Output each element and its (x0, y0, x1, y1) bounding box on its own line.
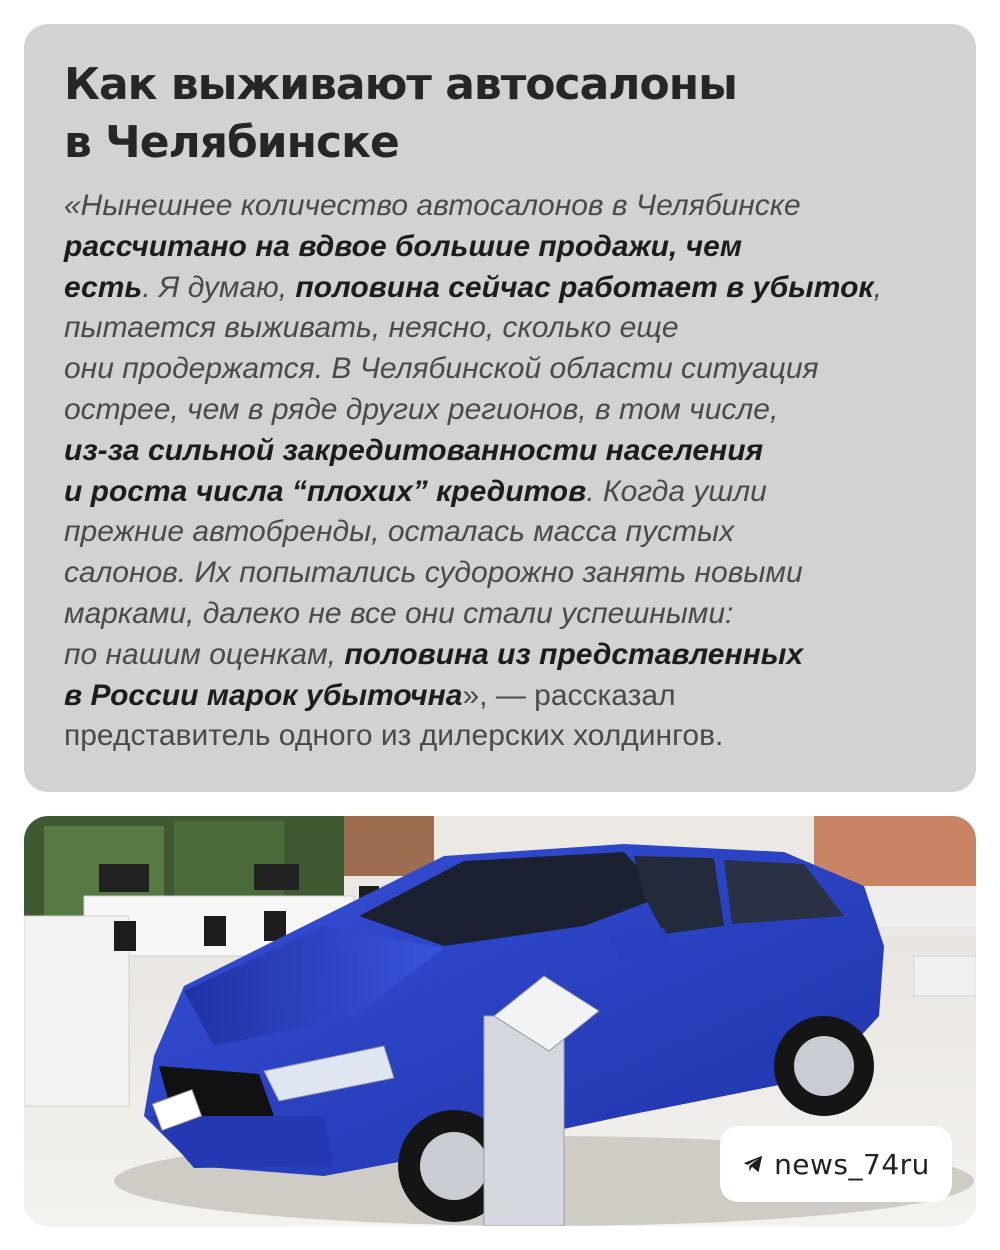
quote-fragment: », — рассказал (462, 678, 676, 712)
car-photo (24, 816, 976, 1226)
title-line-1: Как выживают автосалоны (64, 59, 737, 110)
quote-fragment: по нашим оценкам, (64, 637, 345, 671)
quote-fragment: прежние автобренды, осталась масса пустых (64, 515, 735, 549)
quote-fragment: . Когда ушли (586, 474, 767, 508)
quote-fragment: «Нынешнее количество автосалонов в Челябинске (64, 189, 801, 222)
quote-bold-fragment: в России марок убыточна (64, 678, 463, 712)
title-line-2: в Челябинске (64, 117, 399, 168)
channel-handle: news_74ru (774, 1147, 930, 1181)
quote-bold-fragment: из-за сильной закредитованности населения (64, 433, 764, 467)
quote-fragment: марками, далеко не все они стали успешными: (64, 596, 734, 630)
quote-bold-fragment: и роста числа “плохих” кредитов (64, 474, 587, 508)
quote-fragment: , (873, 270, 882, 304)
quote-bold-fragment: рассчитано на вдвое большие продажи, чем (64, 229, 743, 263)
quote-fragment: острее, чем в ряде других регионов, в том числе, (64, 392, 779, 426)
article-title (64, 56, 936, 172)
telegram-icon (742, 1153, 764, 1175)
source-badge[interactable] (720, 1126, 952, 1202)
quote-bold-fragment: половина сейчас работает в убыток (295, 270, 874, 304)
article-quote (64, 186, 936, 757)
quote-fragment: салонов. Их попытались судорожно занять новыми (64, 556, 803, 590)
quote-fragment: представитель одного из дилерских холдингов. (64, 719, 724, 753)
article-card (24, 24, 976, 792)
quote-fragment: . Я думаю, (142, 270, 296, 304)
quote-bold-fragment: половина из представленных (344, 637, 804, 671)
quote-bold-fragment: есть (64, 270, 143, 304)
quote-fragment: пытается выживать, неясно, сколько еще (64, 311, 679, 345)
quote-fragment: они продержатся. В Челябинской области ситуация (64, 352, 819, 386)
